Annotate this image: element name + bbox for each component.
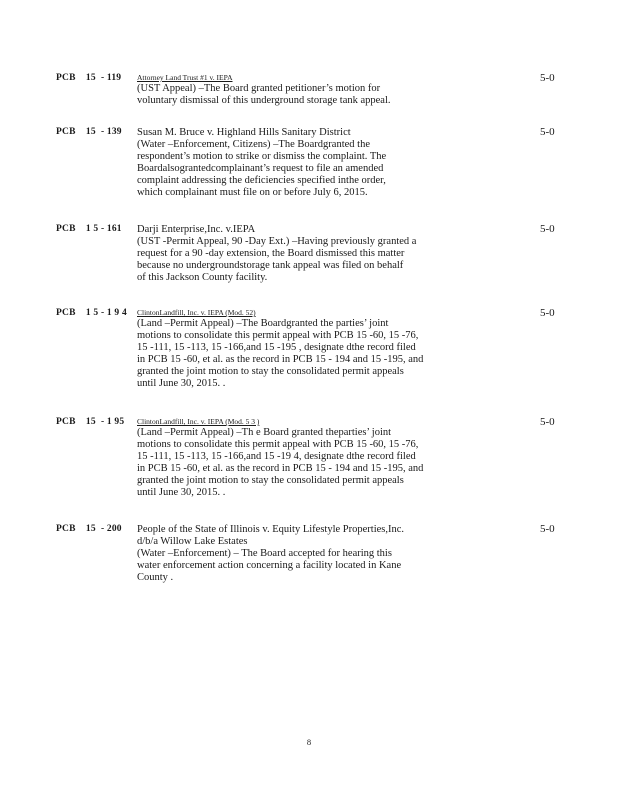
docket-number: PCB 1 5 - 161	[56, 224, 122, 234]
summary-line: (UST -Permit Appeal, 90 -Day Ext.) –Having previously granted a	[137, 236, 417, 247]
case-summary	[137, 417, 455, 499]
case-title: Susan M. Bruce v. Highland Hills Sanitary District	[137, 127, 351, 138]
summary-line: respondent’s motion to strike or dismiss the complaint. The	[137, 151, 387, 162]
case-summary	[137, 224, 455, 284]
summary-line: d/b/a Willow Lake Estates	[137, 536, 248, 547]
case-summary	[137, 127, 455, 199]
vote-count: 5-0	[540, 72, 555, 84]
docket-number: PCB 1 5 - 1 9 4	[56, 308, 127, 318]
summary-line: granted the joint motion to stay the consolidated permit appeals	[137, 366, 404, 377]
summary-line: complaint addressing the deficiencies specified inthe order,	[137, 175, 386, 186]
case-title: People of the State of Illinois v. Equity Lifestyle Properties,Inc.	[137, 524, 405, 535]
vote-count: 5-0	[540, 223, 555, 235]
summary-line: until June 30, 2015. .	[137, 487, 226, 498]
summary-line: granted the joint motion to stay the consolidated permit appeals	[137, 475, 404, 486]
vote-count: 5-0	[540, 307, 555, 319]
page-number: 8	[306, 737, 312, 747]
summary-line: (Water –Enforcement) – The Board accepted for hearing this	[137, 548, 392, 559]
summary-line: (Land –Permit Appeal) –The Boardgranted the parties’ joint	[137, 318, 389, 329]
summary-line: until June 30, 2015. .	[137, 378, 226, 389]
summary-line: (UST Appeal) –The Board granted petitioner’s motion for	[137, 83, 381, 94]
vote-count: 5-0	[540, 523, 555, 535]
summary-line: voluntary dismissal of this underground storage tank appeal.	[137, 95, 391, 106]
case-title: Darji Enterprise,Inc. v.IEPA	[137, 224, 256, 235]
case-summary	[137, 73, 455, 107]
case-summary	[137, 524, 455, 584]
summary-line: which complainant must file on or before July 6, 2015.	[137, 187, 368, 198]
docket-number: PCB 15 - 139	[56, 127, 122, 137]
summary-line: (Land –Permit Appeal) –Th e Board granted theparties’ joint	[137, 427, 392, 438]
vote-count: 5-0	[540, 126, 555, 138]
summary-line: of this Jackson County facility.	[137, 272, 268, 283]
case-summary	[137, 308, 455, 390]
vote-count: 5-0	[540, 416, 555, 428]
summary-line: request for a 90 -day extension, the Board dismissed this matter	[137, 248, 405, 259]
summary-line: 15 -111, 15 -113, 15 -166,and 15 -195 , designate dthe record filed	[137, 342, 416, 353]
summary-line: in PCB 15 -60, et al. as the record in PCB 15 - 194 and 15 -195, and	[137, 463, 424, 474]
docket-number: PCB 15 - 200	[56, 524, 122, 534]
summary-line: in PCB 15 -60, et al. as the record in PCB 15 - 194 and 15 -195, and	[137, 354, 424, 365]
summary-line: water enforcement action concerning a facility located in Kane	[137, 560, 402, 571]
summary-line: because no undergroundstorage tank appeal was filed on behalf	[137, 260, 404, 271]
summary-line: motions to consolidate this permit appeal with PCB 15 -60, 15 -76,	[137, 439, 419, 450]
docket-number: PCB 15 - 1 95	[56, 417, 125, 427]
summary-line: 15 -111, 15 -113, 15 -166,and 15 -19 4, designate dthe record filed	[137, 451, 416, 462]
case-title: Attorney Land Trust #1 v. IEPA	[137, 73, 233, 82]
summary-line: Boardalsograntedcomplainant’s request to file an amended	[137, 163, 384, 174]
summary-line: (Water –Enforcement, Citizens) –The Boardgranted the	[137, 139, 370, 150]
docket-number: PCB 15 - 119	[56, 73, 122, 83]
summary-line: motions to consolidate this permit appeal with PCB 15 -60, 15 -76,	[137, 330, 419, 341]
case-title: ClintonLandfill, Inc. v. IEPA (Mod. 5 3 )	[137, 417, 260, 426]
summary-line: County .	[137, 572, 174, 583]
case-title: ClintonLandfill, Inc. v. IEPA (Mod. 52)	[137, 308, 256, 317]
